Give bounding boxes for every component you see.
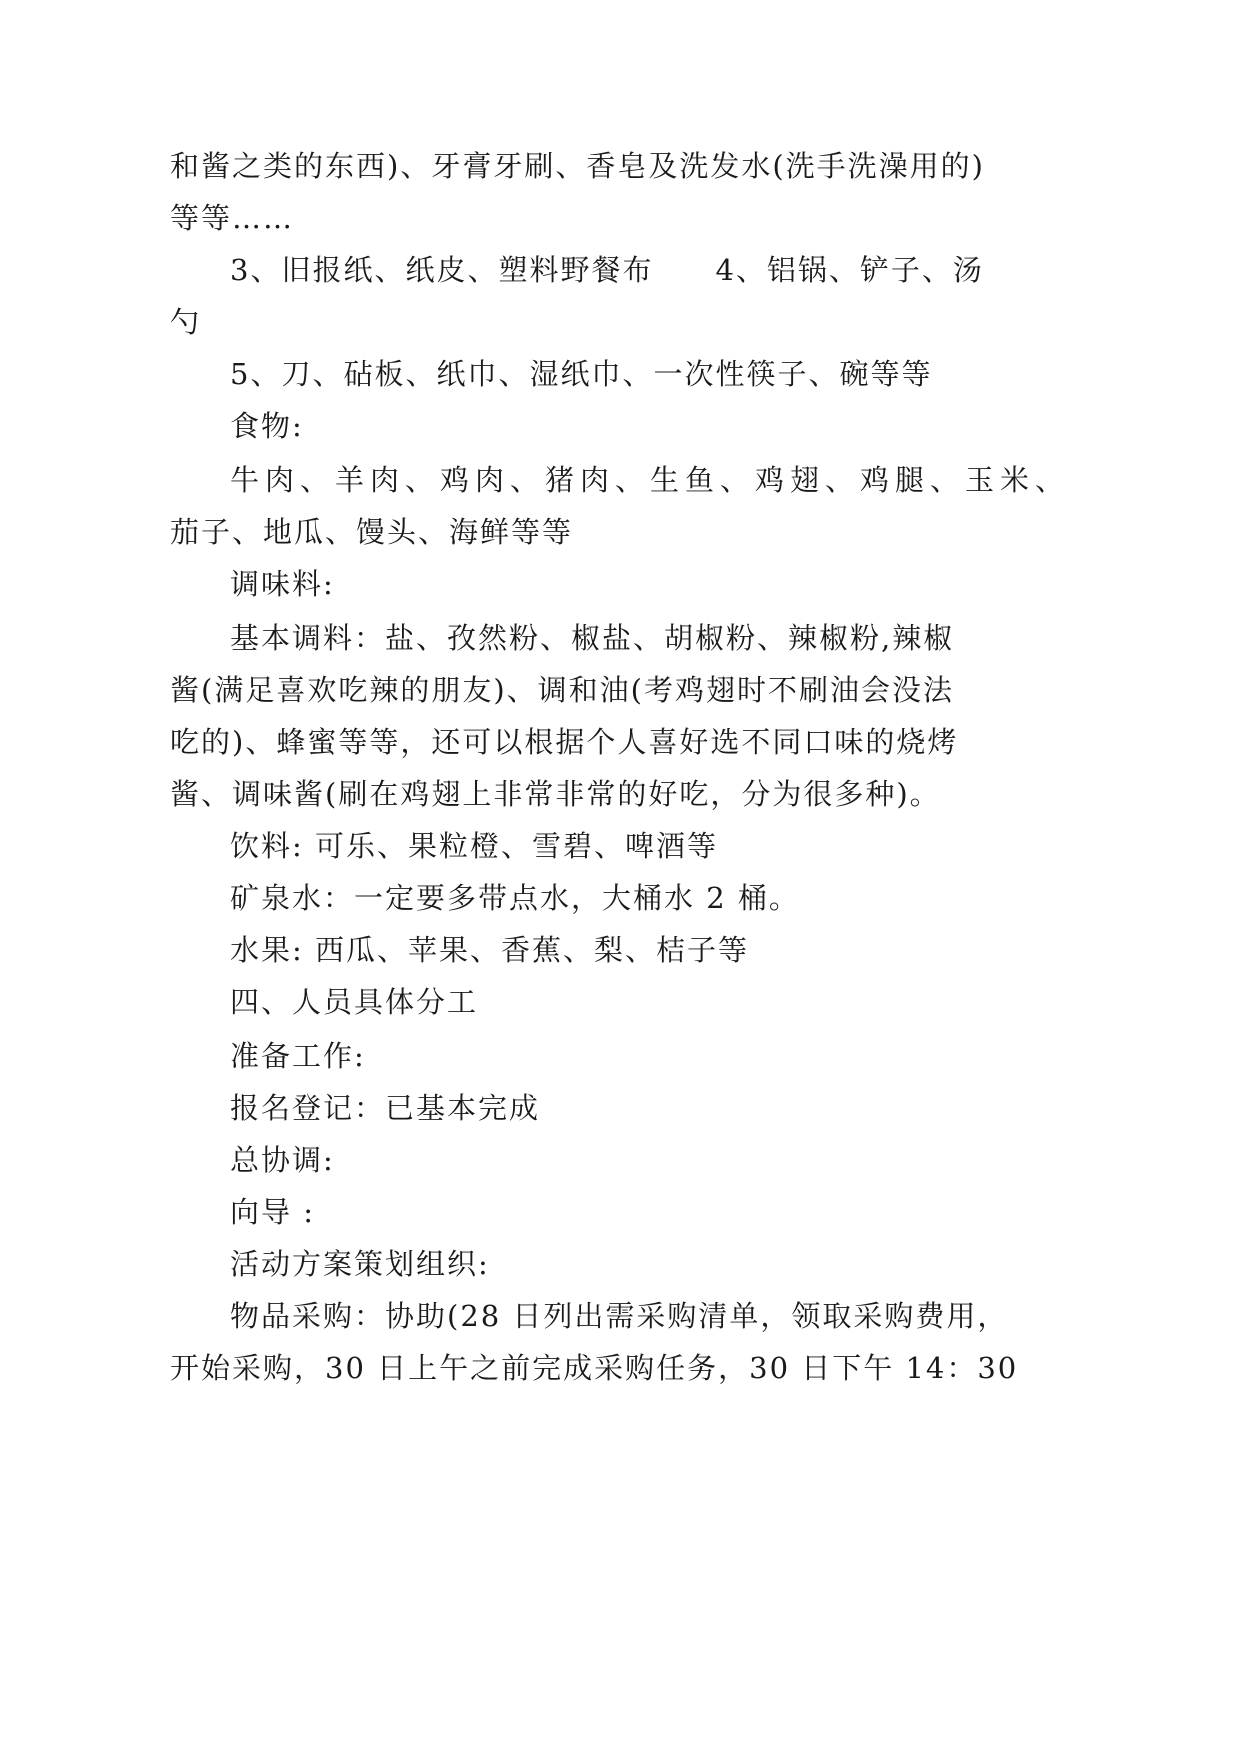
text-line: 基本调料：盐、孜然粉、椒盐、胡椒粉、辣椒粉,辣椒 — [230, 621, 955, 655]
text-line: 开始采购，30 日上午之前完成采购任务，30 日下午 14：30 — [170, 1351, 1019, 1385]
text-line: 牛肉、羊肉、鸡肉、猪肉、生鱼、鸡翅、鸡腿、玉米、 — [230, 463, 1071, 497]
text-line: 水果: 西瓜、苹果、香蕉、梨、桔子等 — [230, 933, 749, 967]
text-line: 酱(满足喜欢吃辣的朋友)、调和油(考鸡翅时不刷油会没法 — [170, 673, 954, 707]
text-line: 吃的)、蜂蜜等等，还可以根据个人喜好选不同口味的烧烤 — [170, 725, 959, 759]
text-line: 准备工作: — [230, 1039, 366, 1073]
text-line: 茄子、地瓜、馒头、海鲜等等 — [170, 515, 574, 549]
text-line: 和酱之类的东西)、牙膏牙刷、香皂及洗发水(洗手洗澡用的) — [170, 149, 985, 183]
text-line: 活动方案策划组织: — [230, 1247, 490, 1281]
text-line: 总协调: — [230, 1143, 335, 1177]
text-line: 四、人员具体分工 — [230, 985, 479, 1019]
text-line: 勺 — [170, 305, 202, 339]
text-line: 物品采购：协助(28 日列出需采购清单，领取采购费用， — [230, 1299, 1009, 1333]
text-line: 向导 : — [230, 1195, 315, 1229]
text-line: 3、旧报纸、纸皮、塑料野餐布 4、铝锅、铲子、汤 — [230, 253, 984, 287]
text-line: 等等…… — [170, 201, 295, 235]
text-line: 报名登记：已基本完成 — [230, 1091, 541, 1125]
text-line: 矿泉水：一定要多带点水，大桶水 2 桶。 — [230, 881, 800, 915]
text-line: 5、刀、砧板、纸巾、湿纸巾、一次性筷子、碗等等 — [230, 357, 933, 391]
text-line: 调味料: — [230, 567, 335, 601]
text-line: 食物: — [230, 409, 304, 443]
text-line: 酱、调味酱(刷在鸡翅上非常非常的好吃，分为很多种)。 — [170, 777, 941, 811]
text-line: 饮料: 可乐、果粒橙、雪碧、啤酒等 — [230, 829, 718, 863]
